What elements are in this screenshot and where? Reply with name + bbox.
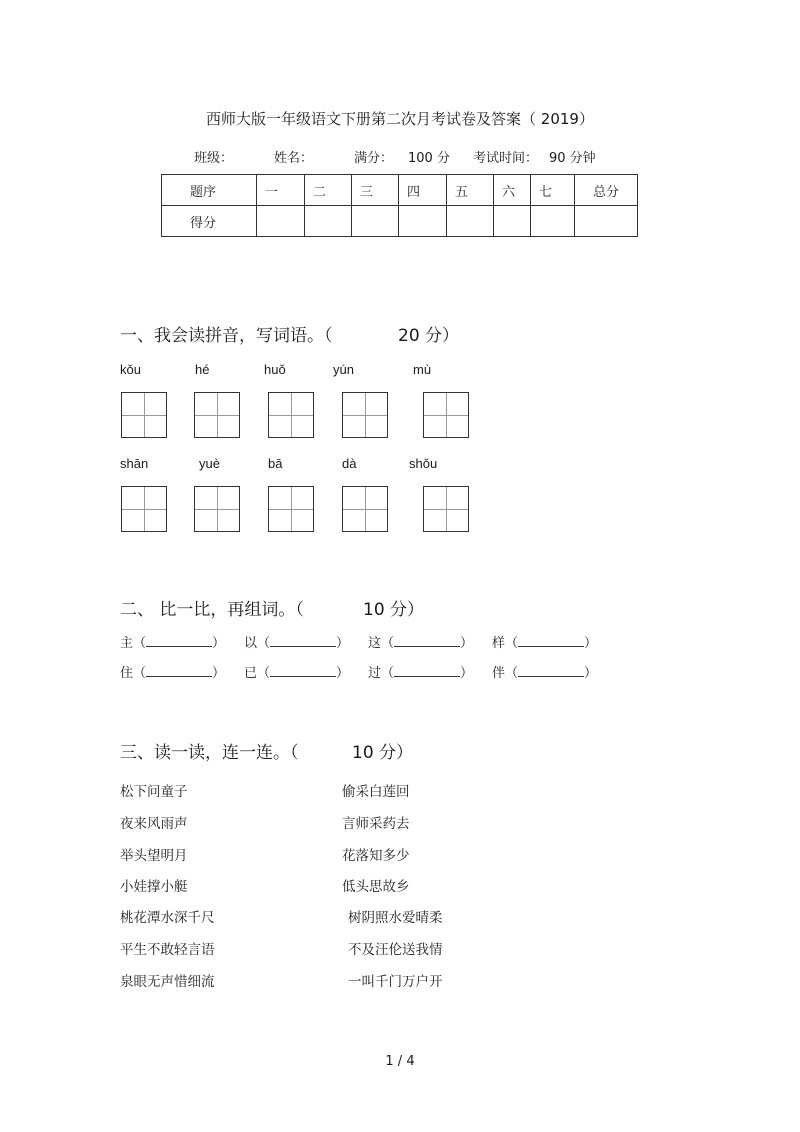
pinyin-label: hé [195,362,210,377]
pinyin-label: bā [268,456,283,471]
word-char: 已（ [244,666,271,681]
match-left-item[interactable]: 松下问童子 [120,784,188,800]
class-label: 班级： [194,151,234,166]
match-right-item[interactable]: 一叫千门万户开 [348,974,443,990]
word-char: 主（ [120,636,147,651]
answer-blank[interactable] [270,634,336,647]
score-cell: 四 [399,175,447,206]
match-left-item[interactable]: 举头望明月 [120,848,188,864]
word-item [368,662,473,681]
pinyin-label: huǒ [264,362,286,377]
score-table-score-row [162,206,638,237]
page-number: 1 / 4 [385,1054,415,1069]
page-title: 西师大版一年级语文下册第二次月考试卷及答案（ 2019） [206,110,594,128]
tianzige-box[interactable] [342,392,388,438]
word-close: ） [336,666,350,681]
word-close: ） [460,636,474,651]
match-right-item[interactable]: 偷采白莲回 [342,784,410,800]
score-input-cell[interactable] [399,206,447,237]
score-cell: 得分 [162,206,257,237]
pinyin-label: shān [120,456,149,471]
score-cell: 题序 [162,175,257,206]
match-right-item[interactable]: 低头思故乡 [342,879,410,895]
pinyin-label: dà [342,456,357,471]
pinyin-label: yuè [199,456,220,471]
answer-blank[interactable] [518,634,584,647]
word-close: ） [336,636,350,651]
word-char: 样（ [492,636,519,651]
section3-heading: 三、读一读，连一连。（ [120,743,299,763]
word-item [244,632,349,651]
exam-time-value: 90 分钟 [549,151,596,166]
answer-blank[interactable] [394,634,460,647]
score-cell: 六 [494,175,531,206]
pinyin-label: kǒu [120,362,141,377]
word-char: 过（ [368,666,395,681]
match-left-item[interactable]: 桃花潭水深千尺 [120,910,215,926]
word-item [492,662,597,681]
pinyin-label: yún [333,362,354,377]
score-cell: 七 [531,175,575,206]
tianzige-box[interactable] [423,486,469,532]
answer-blank[interactable] [270,664,336,677]
score-input-cell[interactable] [352,206,399,237]
score-input-cell[interactable] [257,206,305,237]
word-char: 伴（ [492,666,519,681]
section1-heading: 一、我会读拼音，写词语。（ [120,326,333,346]
match-left-item[interactable]: 小娃撑小艇 [120,879,188,895]
word-item [120,662,225,681]
word-char: 以（ [244,636,271,651]
word-item [492,632,597,651]
pinyin-label: shǒu [409,456,438,471]
pinyin-label: mù [413,362,432,377]
match-left-item[interactable]: 泉眼无声惜细流 [120,974,215,990]
word-close: ） [584,666,598,681]
answer-blank[interactable] [394,664,460,677]
score-input-cell[interactable] [305,206,352,237]
word-close: ） [584,636,598,651]
score-input-cell[interactable] [494,206,531,237]
score-cell: 总分 [575,175,638,206]
answer-blank[interactable] [146,634,212,647]
word-close: ） [212,636,226,651]
tianzige-box[interactable] [423,392,469,438]
word-close: ） [212,666,226,681]
score-input-cell[interactable] [531,206,575,237]
answer-blank[interactable] [518,664,584,677]
name-label: 姓名： [274,151,314,166]
score-cell: 五 [447,175,494,206]
word-item [368,632,473,651]
section1-points: 20 分） [398,326,460,346]
score-cell: 二 [305,175,352,206]
tianzige-box[interactable] [194,392,240,438]
word-char: 住（ [120,666,147,681]
match-right-item[interactable]: 花落知多少 [342,848,410,864]
answer-blank[interactable] [146,664,212,677]
section2-points: 10 分） [363,600,425,620]
word-char: 这（ [368,636,395,651]
full-score-value: 100 分 [408,151,450,166]
tianzige-box[interactable] [121,486,167,532]
section3-points: 10 分） [352,743,414,763]
full-score-label: 满分： [354,151,394,166]
score-cell: 三 [352,175,399,206]
word-item [120,632,225,651]
match-left-item[interactable]: 平生不敢轻言语 [120,942,215,958]
section2-heading: 二、 比一比，再组词。（ [120,600,304,620]
match-left-item[interactable]: 夜来风雨声 [120,816,188,832]
score-table [161,174,638,237]
match-right-item[interactable]: 不及汪伦送我情 [348,942,443,958]
tianzige-box[interactable] [268,486,314,532]
tianzige-box[interactable] [268,392,314,438]
score-table-header-row [162,175,638,206]
match-right-item[interactable]: 言师采药去 [342,816,410,832]
score-input-cell[interactable] [447,206,494,237]
tianzige-box[interactable] [194,486,240,532]
word-item [244,662,349,681]
tianzige-box[interactable] [121,392,167,438]
score-input-cell[interactable] [575,206,638,237]
exam-time-label: 考试时间： [473,151,539,166]
match-right-item[interactable]: 树阴照水爱晴柔 [348,910,443,926]
tianzige-box[interactable] [342,486,388,532]
word-close: ） [460,666,474,681]
score-cell: 一 [257,175,305,206]
